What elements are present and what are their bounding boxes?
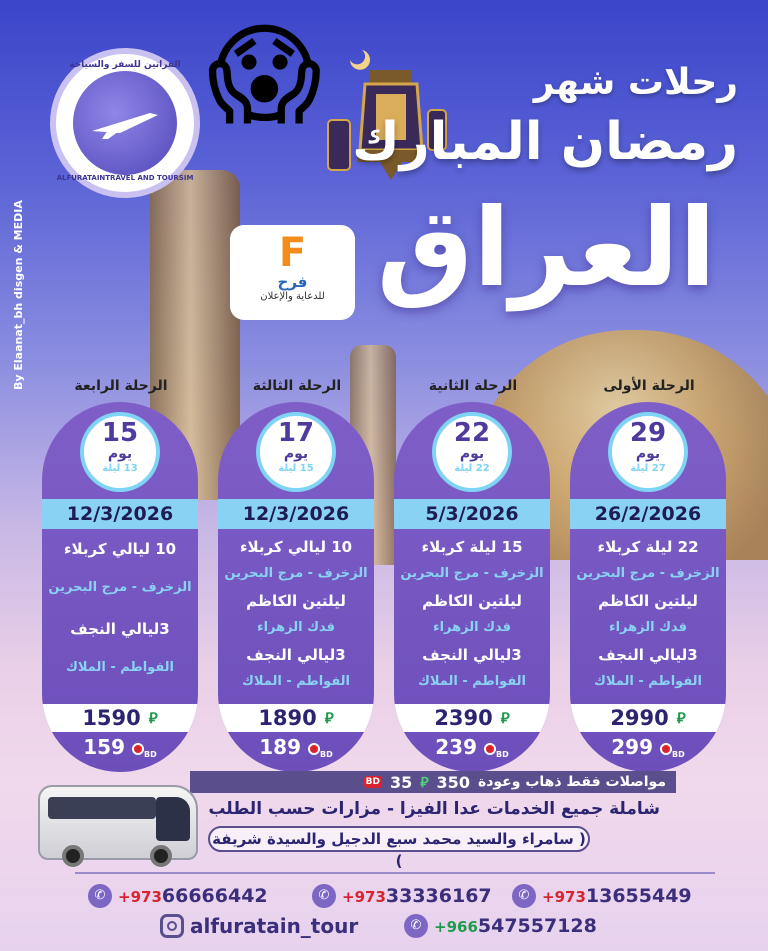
trip-2-label: الرحلة الثانية bbox=[428, 378, 518, 394]
trip-3-label: الرحلة الثالثة bbox=[252, 378, 342, 394]
price-bd: 159 BD bbox=[83, 735, 157, 759]
itinerary-line: الفواطم - الملاك bbox=[417, 674, 527, 689]
sponsor-letter: F bbox=[278, 230, 307, 276]
bus-image bbox=[38, 785, 198, 860]
riyal-icon: ⃁ bbox=[148, 708, 158, 727]
price-sar: 2990 ⃁ bbox=[570, 704, 726, 732]
trip-date: 12/3/2026 bbox=[218, 499, 374, 529]
duration-badge: 17 يوم 15 ليلة bbox=[256, 412, 336, 492]
price-sar: 2390 ⃁ bbox=[394, 704, 550, 732]
itinerary-line: 22 ليلة كربلاء bbox=[597, 538, 699, 556]
itinerary-line: الزخرف - مرج البحرين bbox=[400, 566, 544, 581]
itinerary-line: 10 ليالي كربلاء bbox=[63, 540, 177, 558]
phone-icon: ✆ bbox=[512, 884, 536, 908]
trip-4-label: الرحلة الرابعة bbox=[74, 378, 168, 394]
trip-date: 26/2/2026 bbox=[570, 499, 726, 529]
sponsor-logo bbox=[230, 225, 355, 320]
designer-credit: By Elaanat_bh disgen & MEDIA bbox=[12, 200, 25, 390]
itinerary-line: فدك الزهراء bbox=[608, 620, 688, 635]
price-sar: 1590 ⃁ bbox=[42, 704, 198, 732]
riyal-icon: ⃁ bbox=[676, 708, 686, 727]
trip-card-4[interactable] bbox=[42, 402, 198, 772]
sponsor-name: فرح bbox=[277, 273, 308, 291]
bahrain-flag-icon bbox=[132, 743, 144, 755]
itinerary-line: الزخرف - مرج البحرين bbox=[576, 566, 720, 581]
itinerary-line: 10 ليالي كربلاء bbox=[239, 538, 353, 556]
price-bd: 189 BD bbox=[259, 735, 333, 759]
transport-text: مواصلات فقط ذهاب وعودة bbox=[477, 774, 666, 790]
price-bd: 239 BD bbox=[435, 735, 509, 759]
price-bd: 299 BD bbox=[611, 735, 685, 759]
riyal-icon: ⃁ bbox=[420, 775, 429, 791]
itinerary-line: الفواطم - الملاك bbox=[593, 674, 703, 689]
bahrain-flag-icon bbox=[660, 743, 672, 755]
duration-badge: 29 يوم 27 ليلة bbox=[608, 412, 688, 492]
title-line-2: رمضان المبارك bbox=[352, 112, 738, 172]
itinerary-line: ليلتين الكاظم bbox=[246, 592, 346, 610]
extra-visits-text: ( سامراء والسيد محمد سبع الدجيل والسيدة شريفة ) bbox=[208, 826, 590, 852]
instagram-contact[interactable]: alfuratain_tour bbox=[160, 914, 358, 938]
destination-title: العراق bbox=[376, 186, 716, 311]
logo-english-text: ALFURATAINTRAVEL AND TOURSIM bbox=[56, 174, 194, 182]
itinerary-line: الفواطم - الملاك bbox=[241, 674, 351, 689]
riyal-icon: ⃁ bbox=[324, 708, 334, 727]
logo-arabic-text: الفراتين للسفر والسياحة bbox=[69, 60, 181, 70]
itinerary-line: الفواطم - الملاك bbox=[65, 660, 175, 675]
phone-icon: ✆ bbox=[404, 914, 428, 938]
divider bbox=[75, 872, 715, 874]
services-text: شاملة جميع الخدمات عدا الفيزا - مزارات حسب الطلب bbox=[208, 799, 660, 819]
trip-card-1[interactable] bbox=[570, 402, 726, 772]
duration-badge: 22 يوم 22 ليلة bbox=[432, 412, 512, 492]
itinerary-line: الزخرف - مرج البحرين bbox=[48, 580, 192, 595]
plane-icon bbox=[73, 71, 177, 175]
itinerary-line: 3ليالي النجف bbox=[598, 646, 698, 664]
phone-contact-1[interactable]: ✆ +97366666442 bbox=[88, 884, 268, 908]
price-sar: 1890 ⃁ bbox=[218, 704, 374, 732]
company-logo bbox=[50, 48, 200, 198]
phone-contact-2[interactable]: ✆ +97333336167 bbox=[312, 884, 492, 908]
riyal-icon: ⃁ bbox=[500, 708, 510, 727]
bahrain-flag-icon bbox=[484, 743, 496, 755]
itinerary-line: ليلتين الكاظم bbox=[422, 592, 522, 610]
title-line-1: رحلات شهر bbox=[533, 62, 738, 103]
phone-contact-3[interactable]: ✆ +97313655449 bbox=[512, 884, 692, 908]
instagram-icon bbox=[160, 914, 184, 938]
trip-date: 5/3/2026 bbox=[394, 499, 550, 529]
itinerary-line: 3ليالي النجف bbox=[422, 646, 522, 664]
duration-badge: 15 يوم 13 ليلة bbox=[80, 412, 160, 492]
trip-card-3[interactable] bbox=[218, 402, 374, 772]
transport-price-bd: 35 bbox=[389, 772, 413, 792]
itinerary-line: فدك الزهراء bbox=[256, 620, 336, 635]
transport-price-sar: 350 bbox=[436, 772, 470, 792]
phone-icon: ✆ bbox=[312, 884, 336, 908]
itinerary-line: ليلتين الكاظم bbox=[598, 592, 698, 610]
sponsor-subtitle: للدعاية والإعلان bbox=[260, 291, 325, 302]
trip-card-2[interactable] bbox=[394, 402, 550, 772]
bahrain-flag-icon: BD bbox=[365, 777, 380, 787]
itinerary-line: فدك الزهراء bbox=[432, 620, 512, 635]
shocked-face-icon: 😱 bbox=[207, 11, 322, 139]
itinerary-line: الزخرف - مرج البحرين bbox=[224, 566, 368, 581]
itinerary-line: 3ليالي النجف bbox=[70, 620, 170, 638]
trip-date: 12/3/2026 bbox=[42, 499, 198, 529]
itinerary-line: 3ليالي النجف bbox=[246, 646, 346, 664]
itinerary-line: 15 ليلة كربلاء bbox=[421, 538, 523, 556]
phone-icon: ✆ bbox=[88, 884, 112, 908]
whatsapp-contact[interactable]: ✆ +966547557128 bbox=[404, 914, 597, 938]
transport-bar bbox=[190, 771, 676, 793]
bahrain-flag-icon bbox=[308, 743, 320, 755]
trip-1-label: الرحلة الأولى bbox=[603, 378, 695, 394]
